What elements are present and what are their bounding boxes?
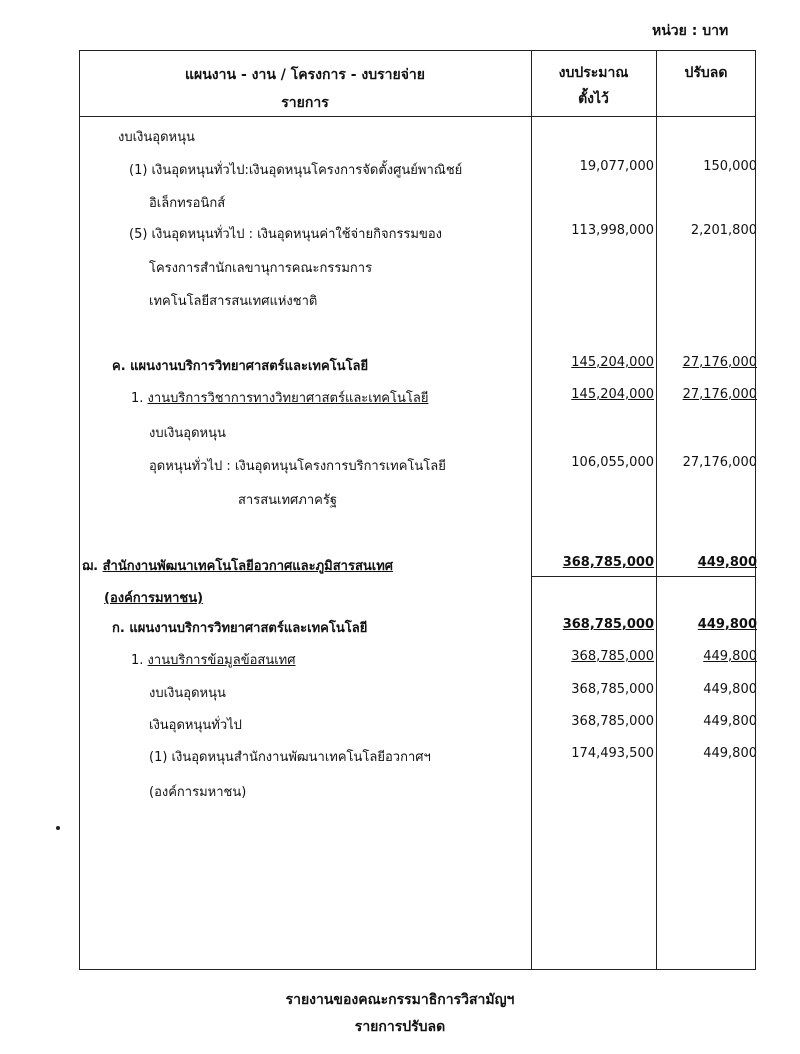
row-cut-value: 27,176,000 — [682, 387, 757, 402]
row-underlined-text: งานบริการข้อมูลข้อสนเทศ — [147, 653, 296, 668]
row-budget-value: 368,785,000 — [562, 617, 654, 632]
row-description: อิเล็กทรอนิกส์ — [149, 196, 226, 211]
row-budget-value: 174,493,500 — [571, 746, 654, 761]
row-description: (5) เงินอุดหนุนทั่วไป : เงินอุดหนุนค่าใช้จ่ายกิจกรรมของ — [129, 227, 443, 242]
section-title-plan-c: ค. แผนงานบริการวิทยาศาสตร์และเทคโนโลยี — [112, 359, 369, 374]
row-budget-value: 368,785,000 — [571, 682, 654, 697]
section-title-agency — [82, 555, 393, 576]
row-budget-value: 145,204,000 — [571, 387, 654, 402]
row-budget-value: 368,785,000 — [562, 555, 654, 570]
row-description: เทคโนโลยีสารสนเทศแห่งชาติ — [149, 294, 318, 309]
footer-report-title: รายงานของคณะกรรมาธิการวิสามัญฯ — [285, 992, 515, 1008]
row-budget-value: 368,785,000 — [571, 714, 654, 729]
row-description: งบเงินอุดหนุน — [149, 686, 226, 701]
row-description: อุดหนุนทั่วไป : เงินอุดหนุนโครงการบริการเทคโนโลยี — [149, 459, 446, 474]
stray-mark — [56, 826, 60, 830]
row-description: สารสนเทศภาครัฐ — [238, 493, 338, 508]
row-budget-value: 145,204,000 — [571, 355, 654, 370]
section-divider — [531, 576, 756, 577]
row-cut-value: 449,800 — [703, 682, 757, 697]
row-description — [131, 649, 295, 670]
budget-table-frame — [79, 50, 756, 970]
row-description: งบเงินอุดหนุน — [149, 426, 226, 441]
row-description: งบเงินอุดหนุน — [118, 130, 195, 145]
header-plan-subtitle: รายการ — [281, 95, 329, 111]
column-divider-cut — [656, 50, 657, 970]
row-cut-value: 27,176,000 — [682, 355, 757, 370]
row-cut-value: 449,800 — [703, 649, 757, 664]
row-cut-value: 449,800 — [697, 555, 757, 570]
header-divider — [79, 116, 756, 117]
row-cut-value: 449,800 — [703, 746, 757, 761]
row-cut-value: 449,800 — [697, 617, 757, 632]
footer-report-subtitle: รายการปรับลด — [354, 1019, 446, 1035]
header-plan-title: แผนงาน - งาน / โครงการ - งบรายจ่าย — [185, 67, 425, 83]
row-cut-value: 150,000 — [703, 159, 757, 174]
row-budget-value: 113,998,000 — [571, 223, 654, 238]
section-subtitle-agency: (องค์การมหาชน) — [104, 591, 204, 606]
row-budget-value: 368,785,000 — [571, 649, 654, 664]
row-description: (1) เงินอุดหนุนสำนักงานพัฒนาเทคโนโลยีอวกาศฯ — [149, 750, 431, 765]
row-budget-value: 106,055,000 — [571, 455, 654, 470]
row-prefix: ฌ. — [82, 559, 103, 574]
row-description: เงินอุดหนุนทั่วไป — [149, 718, 242, 733]
header-cut-title: ปรับลด — [684, 65, 728, 81]
unit-label: หน่วย : บาท — [652, 23, 729, 39]
column-divider-budget — [531, 50, 532, 970]
header-budget-title: งบประมาณ — [558, 65, 629, 81]
row-underlined-text: งานบริการวิชาการทางวิทยาศาสตร์และเทคโนโลยี — [147, 391, 429, 406]
row-description — [131, 387, 428, 408]
row-cut-value: 2,201,800 — [690, 223, 757, 238]
header-budget-subtitle: ตั้งไว้ — [578, 91, 609, 107]
row-cut-value: 449,800 — [703, 714, 757, 729]
row-prefix: 1. — [131, 391, 148, 406]
row-underlined-text: สำนักงานพัฒนาเทคโนโลยีอวกาศและภูมิสารสนเทศ — [102, 559, 394, 574]
row-cut-value: 27,176,000 — [682, 455, 757, 470]
section-title-plan-k: ก. แผนงานบริการวิทยาศาสตร์และเทคโนโลยี — [112, 621, 368, 636]
row-description: โครงการสำนักเลขานุการคณะกรรมการ — [149, 261, 373, 276]
row-prefix: 1. — [131, 653, 148, 668]
row-description: (1) เงินอุดหนุนทั่วไป:เงินอุดหนุนโครงการจัดตั้งศูนย์พาณิชย์ — [129, 163, 463, 178]
row-description: (องค์การมหาชน) — [149, 785, 247, 800]
row-budget-value: 19,077,000 — [579, 159, 654, 174]
